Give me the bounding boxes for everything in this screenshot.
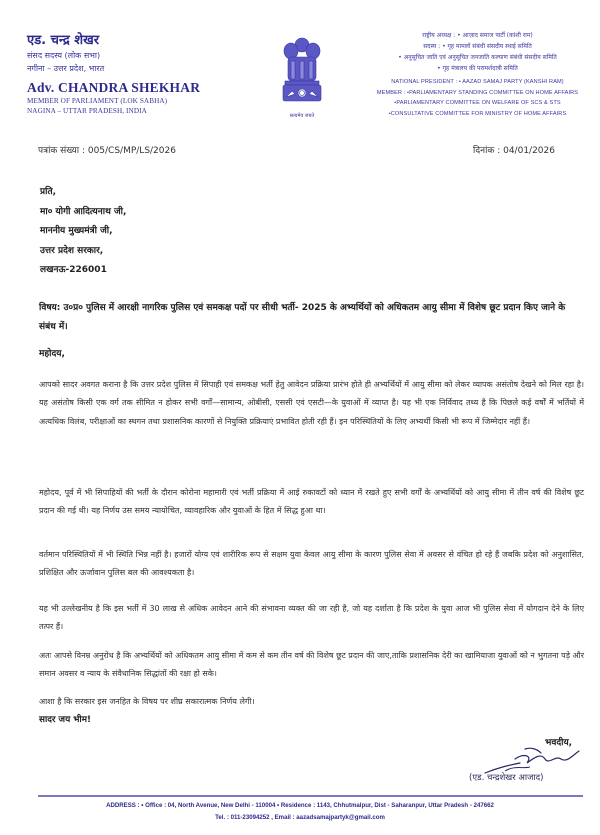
recipient-line: उत्तर प्रदेश सरकार, — [40, 245, 104, 256]
emblem-caption: सत्यमेव जयते — [289, 113, 315, 119]
body-paragraph: वर्तमान परिस्थितियों में भी स्थिति भिन्न नहीं है। हजारों योग्य एवं शारीरिक रूप से सक्षम युवा केवल आयु सीमा के कारण पुलिस सेवा में अवसर से वंचित हो रहे हैं जबकि प्रदेश को अनुशासित, प्रशिक्षित और ऊर्जावान पुलिस बल की आवश्यकता है। — [39, 550, 584, 578]
letterhead — [0, 0, 600, 170]
english-designations — [355, 77, 600, 119]
recipient-line: लखनऊ-226001 — [40, 265, 107, 275]
letterhead-left — [27, 33, 257, 116]
footer — [0, 800, 600, 824]
reference-number: पत्रांक संख्या : 005/CS/MP/LS/2026 — [38, 146, 176, 156]
hindi-place: नगीना – उत्तर प्रदेश, भारत — [27, 64, 105, 73]
body-paragraph: यह भी उल्लेखनीय है कि इस भर्ती में 30 लाख से अधिक आवेदन आने की संभावना व्यक्त की जा रही है, जो यह दर्शाता है कि प्रदेश के युवा आज भी पुलिस सेवा में योगदान देने के लिए तत्पर हैं। — [39, 604, 584, 632]
body-paragraph: आशा है कि सरकार इस जनहित के विषय पर शीघ्र सकारात्मक निर्णय लेगी। — [39, 697, 255, 706]
english-title: MEMBER OF PARLIAMENT (LOK SABHA) — [27, 97, 168, 105]
hindi-designation: सदस्य : • गृह मामलों संबंधी संसदीय स्थाई समिति — [423, 43, 532, 50]
signature-block — [455, 735, 600, 795]
body-paragraph: आपको सादर अवगत कराना है कि उत्तर प्रदेश पुलिस में सिपाही एवं समकक्ष भर्ती हेतु आवेदन प्रक्रिया प्रारंभ होते ही अभ्यर्थियों में आयु सीमा को लेकर व्यापक असंतोष देखने को मिल रहा है। यह असंतोष किसी एक वर्ग तक सीमित न होकर सभी वर्गों—सामान्य, ओबीसी, एससी एवं एसटी—के युवाओं में व्याप्त है। यह भी एक निर्विवाद तथ्य है कि पिछले कई वर्षों में भर्तियों में अत्यधिक विलंब, परीक्षाओं का स्थगन तथा प्रशासनिक कारणों से नियुक्ति प्रक्रियाएं प्रभावित होती रही हैं। इन परिस्थितियों के लिए अभ्यर्थी किसी भी रूप में जिम्मेदार नहीं हैं। — [39, 380, 584, 426]
recipient-line: प्रति, — [40, 187, 57, 197]
hindi-title: संसद सदस्य (लोक सभा) — [27, 51, 101, 60]
english-name: Adv. CHANDRA SHEKHAR — [27, 80, 201, 95]
body-paragraph: अतः आपसे विनम्र अनुरोध है कि अभ्यर्थियों को अधिकतम आयु सीमा में कम से कम तीन वर्ष की विशेष छूट प्रदान की जाए,ताकि प्रशासनिक देरी का खामियाजा युवाओं को न भुगतना पड़े और समान अवसर व न्याय के संवैधानिक सिद्धांतों की रक्षा हो सके। — [39, 651, 584, 679]
english-designation: •CONSULTATIVE COMMITTEE FOR MINISTRY OF HOME AFFAIRS — [388, 110, 567, 117]
english-designation: NATIONAL PRESIDENT : • AAZAD SAMAJ PARTY (KANSHI RAM) — [391, 79, 564, 85]
recipient-line: माननीय मुख्यमंत्री जी, — [40, 226, 113, 236]
english-designation: MEMBER : •PARLIAMENTARY STANDING COMMITTEE ON HOME AFFAIRS — [376, 89, 579, 96]
hindi-designation: • गृह मंत्रालय की परामर्शदात्री समिति — [437, 65, 518, 72]
closing-line: सादर जय भीम! — [39, 715, 91, 725]
recipient-block — [40, 183, 126, 281]
hindi-name: एड. चन्द्र शेखर — [27, 33, 100, 48]
recipient-line: मा० योगी आदित्यनाथ जी, — [40, 206, 127, 217]
letterhead-right — [355, 30, 600, 119]
footer-address: ADDRESS : • Office : 04, North Avenue, New Delhi - 110004 • Residence : 1143, Chhutmalpur, Dist - Saharanpur, Uttar Pradesh - 247662 — [106, 802, 494, 809]
hindi-designation: • अनुसूचित जाति एवं अनुसूचित जनजाति कल्याण संबंधी संसदीय समिति — [398, 54, 557, 61]
footer-contact: Tel. : 011-23094252 , Email : aazadsamajpartyk@gmail.com — [215, 814, 385, 821]
body-paragraph: महोदय, पूर्व में भी सिपाहियों की भर्ती के दौरान कोरोना महामारी एवं भर्ती प्रक्रिया में आई रुकावटों को ध्यान में रखते हुए सभी वर्गों के अभ्यर्थियों को आयु सीमा में तीन वर्ष की विशेष छूट प्रदान की गई थी। यह निर्णय उस समय न्यायोचित, व्यावहारिक और युवाओं के हित में सिद्ध हुआ था। — [39, 488, 584, 516]
hindi-designation: राष्ट्रीय अध्यक्ष : • आज़ाद समाज पार्टी (कांशी राम) — [422, 32, 533, 39]
signatory-name: (एड. चन्द्रशेखर आजाद) — [469, 773, 544, 783]
salutation: महोदय, — [39, 349, 65, 359]
english-designation: •PARLIAMENTARY COMMITTEE ON WELFARE OF SCS & STS — [394, 100, 561, 106]
valediction: भवदीय, — [545, 738, 573, 748]
national-emblem-icon — [277, 33, 327, 123]
footer-divider — [38, 795, 583, 797]
subject-line: विषय: उ०प्र० पुलिस में आरक्षी नागरिक पुलिस एवं समकक्ष पदों पर सीधी भर्ती- 2025 के अभ्यर्थियों को अधिकतम आयु सीमा में विशेष छूट प्रदान किए जाने के संबंध में। — [39, 303, 566, 332]
letter-date: दिनांक : 04/01/2026 — [473, 146, 555, 156]
english-place: NAGINA – UTTAR PRADESH, INDIA — [27, 107, 147, 115]
